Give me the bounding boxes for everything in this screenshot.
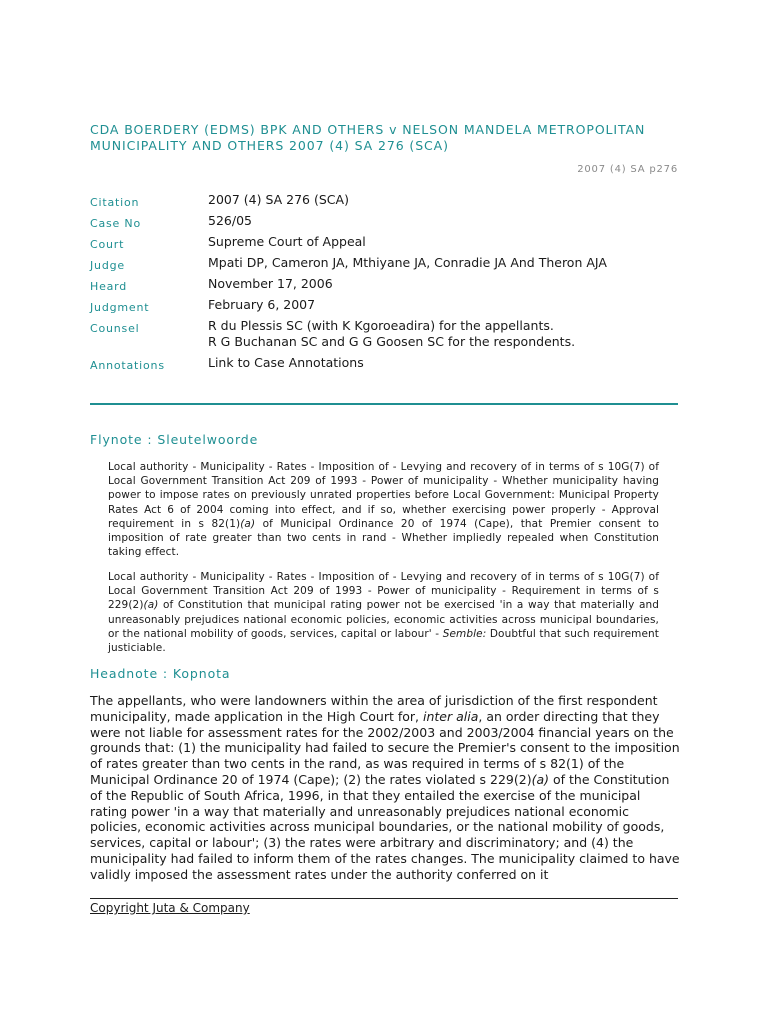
meta-value: 526/05 xyxy=(208,213,252,228)
page-reference: 2007 (4) SA p276 xyxy=(577,164,678,175)
flynote-text: Local authority - Municipality - Rates - Imposition of - Levying and recovery of in terms of s 10G(7) of Local Government Transition Act 209 of 1993 - Power of municipality - Whether municipality having power to impose rates on previously unrated properties before Local Government: Municipal Property Rates Act 6 of 2004 coming into effect, and if so, whether exercising power properly - Approval requirement in s 82(1) xyxy=(108,461,659,530)
meta-value xyxy=(208,318,680,355)
flynote-italic: (a) xyxy=(143,599,159,612)
headnote-italic: inter alia xyxy=(423,708,479,724)
headnote-paragraph xyxy=(90,693,680,883)
flynote-text: of Municipal Ordinance 20 of 1974 (Cape), that Premier consent to imposition of rate greater than two cents in rand - Whether impliedly repealed when Constitution taking effect. xyxy=(108,517,660,559)
case-title: CDA BOERDERY (EDMS) BPK AND OTHERS v NELSON MANDELA METROPOLITAN MUNICIPALITY AND OTHERS 2007 (4) SA 276 (SCA) xyxy=(90,122,646,153)
headnote-text: The appellants, who were landowners within the area of jurisdiction of the first respondent municipality, made application in the High Court for, xyxy=(90,693,658,724)
meta-value: 2007 (4) SA 276 (SCA) xyxy=(208,192,349,207)
meta-label: Counsel xyxy=(90,322,140,335)
meta-value: November 17, 2006 xyxy=(208,276,333,291)
counsel-appellants: R du Plessis SC (with K Kgoroeadira) for the appellants. xyxy=(208,318,554,333)
meta-label: Annotations xyxy=(90,359,165,372)
headnote-heading: Headnote : Kopnota xyxy=(90,666,231,681)
flynote-italic: Semble: xyxy=(442,627,487,640)
meta-row-judge xyxy=(90,255,680,276)
meta-row-judgment xyxy=(90,297,680,318)
meta-row-annotations xyxy=(90,355,680,376)
section-divider xyxy=(90,403,678,405)
flynote-italic: (a) xyxy=(240,517,256,530)
annotations-link[interactable]: Link to Case Annotations xyxy=(208,355,364,370)
flynote-text: Local authority - Municipality - Rates - Imposition of - Levying and recovery of in terms of s 10G(7) of Local Government Transition Act 209 of 1993 - Power of municipality - Requirement in terms of s 229(2) xyxy=(108,571,659,612)
headnote-italic: (a) xyxy=(531,771,549,787)
meta-row-court xyxy=(90,234,680,255)
meta-label: Heard xyxy=(90,280,128,293)
meta-label: Case No xyxy=(90,217,141,230)
meta-label: Judgment xyxy=(90,301,150,314)
meta-row-case-no xyxy=(90,213,680,234)
meta-value: February 6, 2007 xyxy=(208,297,316,312)
flynote-text: of Constitution that municipal rating power not be exercised 'in a way that materially and unreasonably prejudices national economic policies, economic activities across municipal boundaries, or the national mobility of goods, services, capital or labour' - xyxy=(108,599,659,640)
flynote-paragraph xyxy=(108,460,659,559)
counsel-respondents: R G Buchanan SC and G G Goosen SC for the respondents. xyxy=(208,334,576,349)
flynote-heading: Flynote : Sleutelwoorde xyxy=(90,432,259,447)
headnote-text: of the Constitution of the Republic of South Africa, 1996, in that they entailed the exercise of the municipal rating power 'in a way that materially and unreasonably prejudices national economic policies, economic activities across municipal boundaries, or the national mobility of goods, services, capital or labour'; (3) the rates were arbitrary and discriminatory; and (4) the municipality had failed to inform them of the rates changes. The municipality claimed to have validly imposed the assessment rates under the authority conferred on it xyxy=(90,771,680,882)
meta-label: Court xyxy=(90,238,125,251)
meta-label: Judge xyxy=(90,259,125,272)
footer-divider xyxy=(90,898,678,899)
flynote-paragraph xyxy=(108,570,659,655)
meta-row-citation xyxy=(90,192,680,213)
meta-row-heard xyxy=(90,276,680,297)
case-metadata-table xyxy=(90,192,680,376)
meta-label: Citation xyxy=(90,196,140,209)
flynote-text: Doubtful that such requirement justiciable. xyxy=(108,627,659,655)
copyright-notice: Copyright Juta & Company xyxy=(90,901,250,915)
meta-value: Mpati DP, Cameron JA, Mthiyane JA, Conradie JA And Theron AJA xyxy=(208,255,607,270)
meta-row-counsel xyxy=(90,318,680,355)
headnote-text: , an order directing that they were not liable for assessment rates for the 2002/2003 and 2003/2004 financial years on the grounds that: (1) the municipality had failed to secure the Premier's consent to the imposition of rates greater than two cents in the rand, as was required in terms of s 82(1) of the Municipal Ordinance 20 of 1974 (Cape); (2) the rates violated s 229(2) xyxy=(90,708,680,787)
meta-value: Supreme Court of Appeal xyxy=(208,234,366,249)
